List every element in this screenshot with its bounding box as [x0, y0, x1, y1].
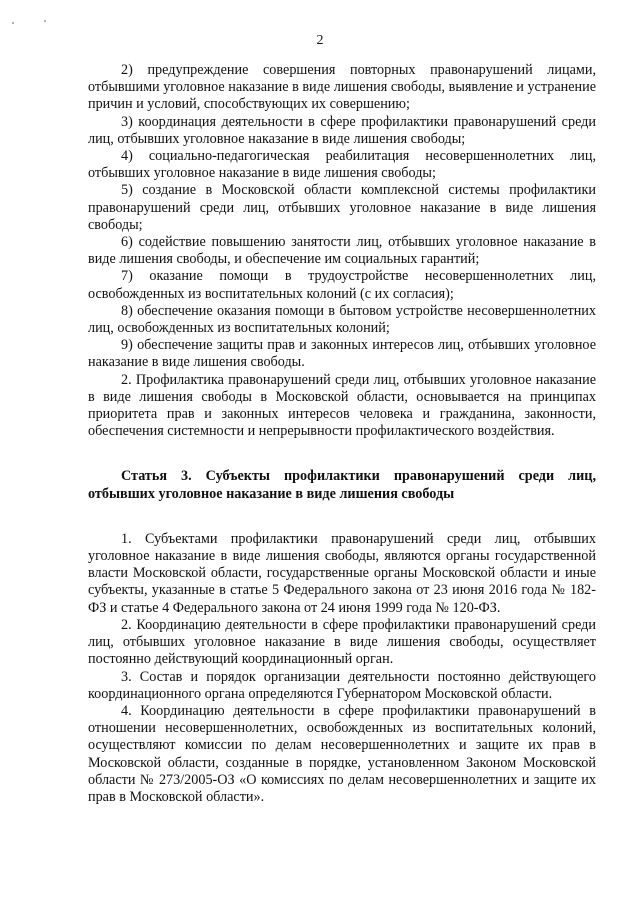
list-item-9: 9) обеспечение защиты прав и законных интересов лиц, отбывших уголовное наказание в виде лишения свободы.: [88, 337, 596, 371]
article-3-clause-2: 2. Координацию деятельности в сфере профилактики правонарушений среди лиц, отбывших уголовное наказание в виде лишения свободы, осуществляет постоянно действующий координационный орган.: [88, 616, 596, 668]
list-item-4: 4) социально-педагогическая реабилитация несовершеннолетних лиц, отбывших уголовное наказание в виде лишения свободы;: [88, 148, 596, 182]
article-3-heading: Статья 3. Субъекты профилактики правонарушений среди лиц, отбывших уголовное наказание в виде лишения свободы: [88, 468, 596, 502]
scan-speck: [12, 22, 14, 24]
clause-2-paragraph: 2. Профилактика правонарушений среди лиц, отбывших уголовное наказание в виде лишения свободы в Московской области, основывается на принципах приоритета прав и законных интересов человека и гражданина, законности, обеспечения системности и непрерывности профилактического воздействия.: [88, 371, 596, 440]
scan-speck: [44, 20, 46, 22]
list-item-3: 3) координация деятельности в сфере профилактики правонарушений среди лиц, отбывших уголовное наказание в виде лишения свободы;: [88, 113, 596, 147]
list-item-6: 6) содействие повышению занятости лиц, отбывших уголовное наказание в виде лишения свободы, и обеспечение им социальных гарантий;: [88, 234, 596, 268]
list-item-7: 7) оказание помощи в трудоустройстве несовершеннолетних лиц, освобожденных из воспитательных колоний (с их согласия);: [88, 268, 596, 302]
article-3-clause-1: 1. Субъектами профилактики правонарушений среди лиц, отбывших уголовное наказание в виде лишения свободы, являются органы государственной власти Московской области, государственные органы Московской области и иные субъекты, указанные в статье 5 Федерального закона от 23 июня 2016 года № 182-ФЗ и статье 4 Федерального закона от 24 июня 1999 года № 120-ФЗ.: [88, 530, 596, 616]
article-3-clause-3: 3. Состав и порядок организации деятельности постоянно действующего координационного органа определяются Губернатором Московской области.: [88, 668, 596, 702]
list-item-2: 2) предупреждение совершения повторных правонарушений лицами, отбывшими уголовное наказание в виде лишения свободы, выявление и устранение причин и условий, способствующих их совершению;: [88, 62, 596, 113]
document-body: [88, 62, 596, 806]
list-item-5: 5) создание в Московской области комплексной системы профилактики правонарушений среди лиц, отбывших уголовное наказание в виде лишения свободы;: [88, 182, 596, 233]
list-item-8: 8) обеспечение оказания помощи в бытовом устройстве несовершеннолетних лиц, освобожденных из воспитательных колоний;: [88, 302, 596, 337]
page-number: 2: [316, 33, 324, 48]
article-3-clause-4: 4. Координацию деятельности в сфере профилактики правонарушений в отношении несовершеннолетних, освобожденных из воспитательных колоний, осуществляют комиссии по делам несовершеннолетних и защите их прав в Московской области, созданные в порядке, установленном Законом Московской области № 273/2005-ОЗ «О комиссиях по делам несовершеннолетних и защите их прав в Московской области».: [88, 702, 596, 805]
